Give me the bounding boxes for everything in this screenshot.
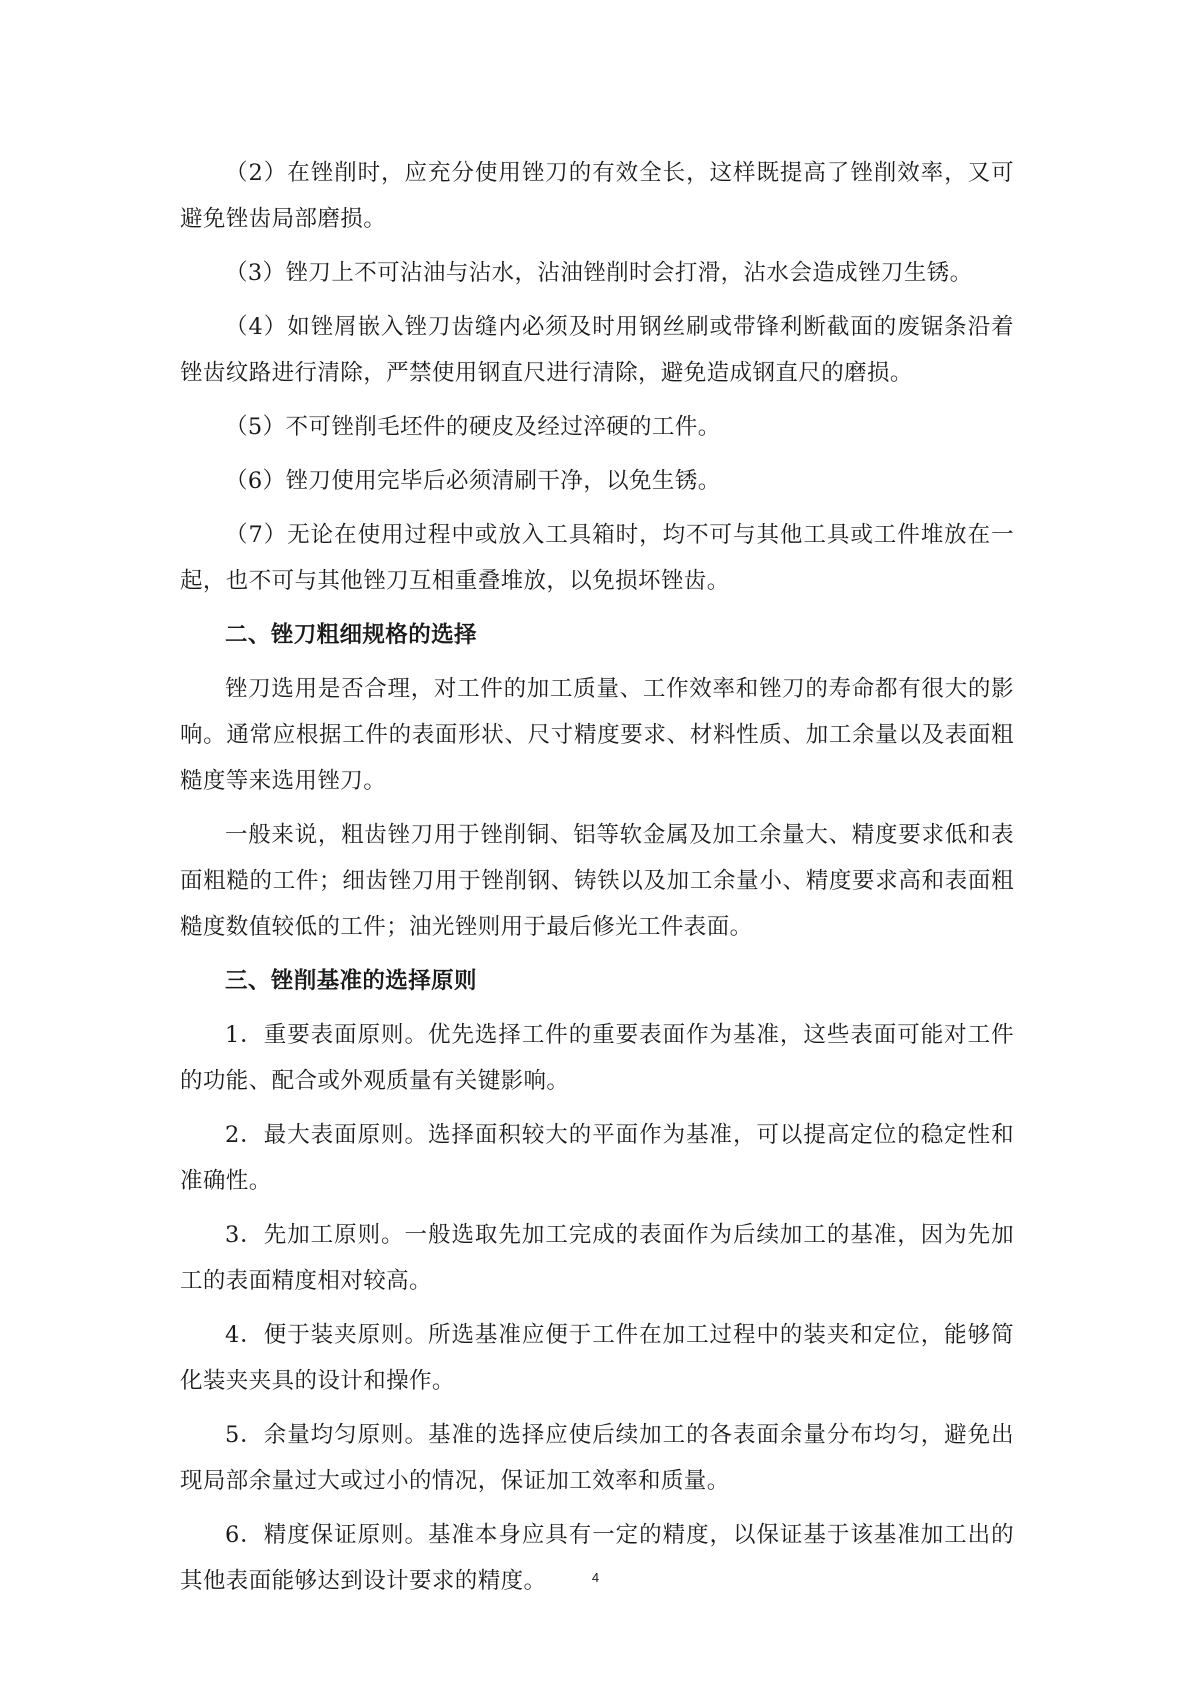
list-item-4: （4）如锉屑嵌入锉刀齿缝内必须及时用钢丝刷或带锋利断截面的废锯条沿着锉齿纹路进行清除，严禁使用钢直尺进行清除，避免造成钢直尺的磨损。	[180, 314, 1014, 386]
list-item-7: （7）无论在使用过程中或放入工具箱时，均不可与其他工具或工件堆放在一起，也不可与其他锉刀互相重叠堆放，以免损坏锉齿。	[180, 522, 1014, 594]
list-item-3: （3）锉刀上不可沾油与沾水，沾油锉削时会打滑，沾水会造成锉刀生锈。	[225, 260, 973, 286]
section-heading-datum-principles: 三、锉削基准的选择原则	[225, 968, 477, 994]
principle-5: 5．余量均匀原则。基准的选择应使后续加工的各表面余量分布均匀，避免出现局部余量过大或过小的情况，保证加工效率和质量。	[180, 1422, 1014, 1494]
list-item-6: （6）锉刀使用完毕后必须清刷干净，以免生锈。	[225, 468, 721, 494]
document-page	[180, 150, 1014, 1612]
section-heading-file-selection: 二、锉刀粗细规格的选择	[225, 622, 477, 648]
principle-1: 1．重要表面原则。优先选择工件的重要表面作为基准，这些表面可能对工件的功能、配合或外观质量有关键影响。	[180, 1022, 1014, 1094]
page-number: 4	[591, 1570, 600, 1585]
paragraph-file-selection-2: 一般来说，粗齿锉刀用于锉削铜、铝等软金属及加工余量大、精度要求低和表面粗糙的工件；细齿锉刀用于锉削钢、铸铁以及加工余量小、精度要求高和表面粗糙度数值较低的工件；油光锉则用于最后修光工件表面。	[180, 822, 1014, 940]
principle-3: 3．先加工原则。一般选取先加工完成的表面作为后续加工的基准，因为先加工的表面精度相对较高。	[180, 1222, 1014, 1294]
principle-6: 6．精度保证原则。基准本身应具有一定的精度，以保证基于该基准加工出的其他表面能够达到设计要求的精度。	[180, 1522, 1014, 1594]
paragraph-file-selection-1: 锉刀选用是否合理，对工件的加工质量、工作效率和锉刀的寿命都有很大的影响。通常应根据工件的表面形状、尺寸精度要求、材料性质、加工余量以及表面粗糙度等来选用锉刀。	[180, 676, 1014, 794]
list-item-2: （2）在锉削时，应充分使用锉刀的有效全长，这样既提高了锉削效率，又可避免锉齿局部磨损。	[180, 160, 1014, 232]
principle-4: 4．便于装夹原则。所选基准应便于工件在加工过程中的装夹和定位，能够简化装夹夹具的设计和操作。	[180, 1322, 1014, 1394]
list-item-5: （5）不可锉削毛坯件的硬皮及经过淬硬的工件。	[225, 414, 721, 440]
principle-2: 2．最大表面原则。选择面积较大的平面作为基准，可以提高定位的稳定性和准确性。	[180, 1122, 1014, 1194]
